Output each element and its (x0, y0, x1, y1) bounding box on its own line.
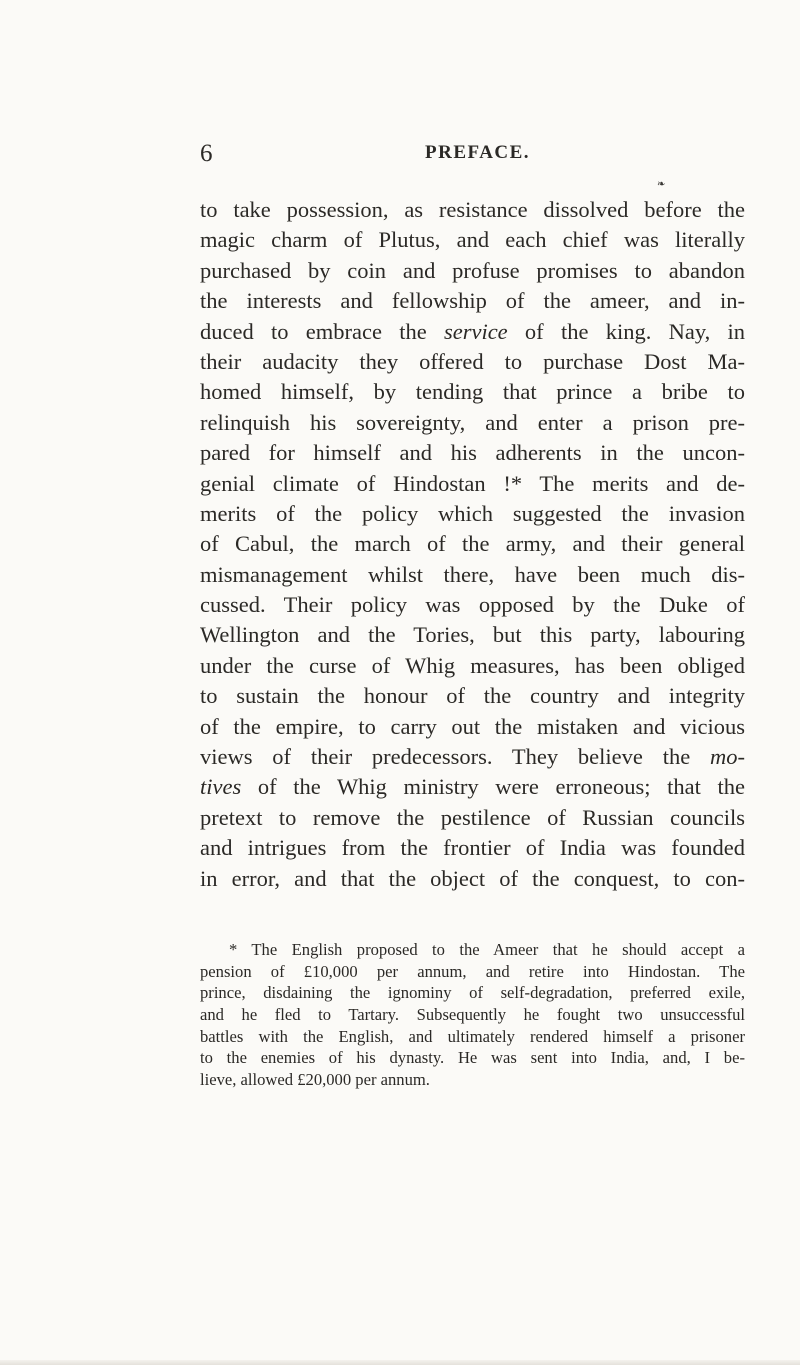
body-line: homed himself, by tending that prince a bribe to (200, 379, 745, 405)
body-line: to take possession, as resistance dissolved before the (200, 197, 745, 222)
page-edge (0, 1360, 800, 1365)
footnote-line: battles with the English, and ultimately rendered himself a prisoner (200, 1026, 745, 1046)
italic-word: mo- (710, 744, 745, 770)
body-line: under the curse of Whig measures, has been obliged (200, 652, 745, 678)
body-line: magic charm of Plutus, and each chief was literally (200, 227, 745, 253)
body-line-part: views of their predecessors. They believe the (200, 744, 710, 770)
body-line-part: of the king. Nay, in (507, 318, 745, 344)
footnote (200, 939, 745, 1091)
body-line: mismanagement whilst there, have been much dis- (200, 561, 745, 587)
body-line: their audacity they offered to purchase Dost Ma- (200, 348, 745, 374)
body-line: relinquish his sovereignty, and enter a prison pre- (200, 409, 745, 435)
body-line: pared for himself and his adherents in the uncon- (200, 440, 745, 466)
body-line: purchased by coin and profuse promises to abandon (200, 257, 745, 283)
body-line: of Cabul, the march of the army, and their general (200, 531, 745, 557)
body-line: to sustain the honour of the country and integrity (200, 683, 745, 709)
body-line: and intrigues from the frontier of India was founded (200, 835, 745, 861)
italic-word: service (443, 318, 508, 344)
body-line (200, 317, 745, 347)
footnote-line: prince, disdaining the ignominy of self-degradation, preferred exile, (200, 983, 745, 1003)
footnote-line: * The English proposed to the Ameer that he should accept a (229, 940, 745, 959)
body-line (200, 742, 745, 772)
page-number: 6 (200, 140, 213, 167)
italic-word: tives (200, 774, 242, 800)
body-line: pretext to remove the pestilence of Russian councils (200, 804, 745, 830)
body-line: cussed. Their policy was opposed by the Duke of (200, 592, 745, 618)
body-line: the interests and fellowship of the ameer, and in- (200, 288, 745, 314)
running-head: PREFACE. (425, 142, 531, 163)
body-line (200, 772, 745, 802)
body-line: in error, and that the object of the conquest, to con- (200, 865, 745, 891)
body-text (200, 195, 745, 894)
page-header (200, 140, 740, 170)
footnote-line: and he fled to Tartary. Subsequently he fought two unsuccessful (200, 1005, 745, 1025)
body-line: of the empire, to carry out the mistaken and vicious (200, 713, 745, 739)
body-line-part: duced to embrace the (200, 318, 444, 344)
body-line-part: of the Whig ministry were erroneous; that the (241, 774, 745, 800)
body-line: Wellington and the Tories, but this party, labouring (200, 622, 745, 648)
body-line: merits of the policy which suggested the invasion (200, 500, 745, 526)
footnote-line: pension of £10,000 per annum, and retire into Hindostan. The (200, 961, 745, 981)
printer-ornament: ❧ (657, 179, 666, 190)
footnote-line: to the enemies of his dynasty. He was sent into India, and, I be- (200, 1048, 745, 1068)
body-line: genial climate of Hindostan !* The merits and de- (200, 470, 745, 496)
footnote-line: lieve, allowed £20,000 per annum. (200, 1070, 430, 1090)
